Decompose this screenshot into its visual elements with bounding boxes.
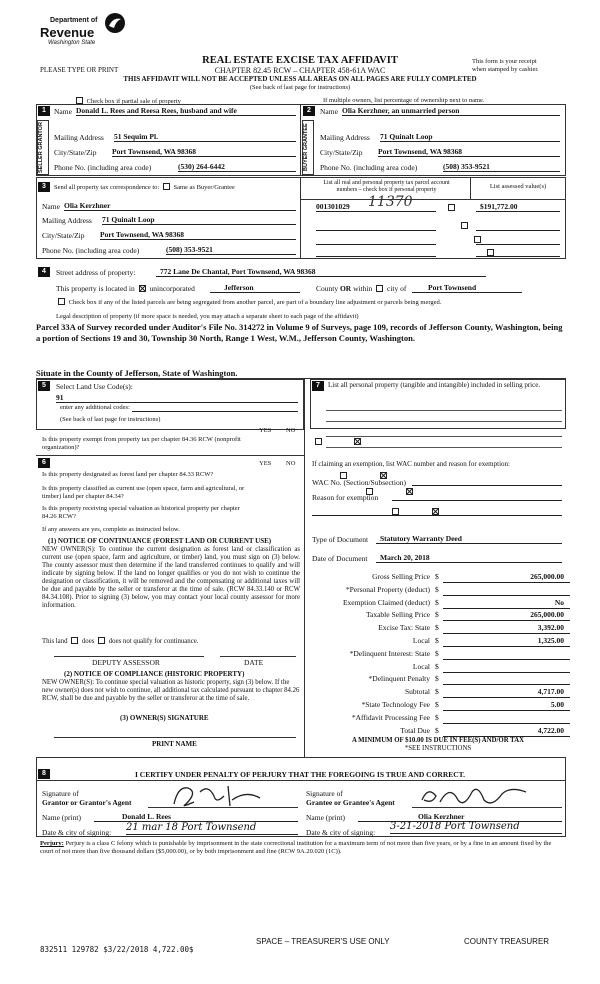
same-as-buyer-checkbox[interactable] [163, 183, 170, 190]
does-label: does [81, 638, 95, 645]
street-label: Street address of property: [56, 268, 136, 277]
tax-row [305, 700, 570, 711]
tax-row-field[interactable] [443, 582, 570, 583]
tax-row [305, 623, 570, 634]
grantor-date-label: Date & city of signing: [42, 828, 112, 837]
legal-label: Legal description of property (if more space is needed, you may attach a separate sheet to each page of the affidavit) [56, 313, 359, 320]
tax-row-currency: $ [435, 661, 439, 671]
s6-no-header: NO [286, 460, 296, 467]
seller-mailing-label: Mailing Address [54, 133, 104, 142]
send-correspondence-label: Send all property tax correspondence to: [54, 184, 160, 191]
grantee-sig-label-1: Signature of [306, 789, 343, 798]
seller-phone[interactable]: (530) 264-6442 [178, 162, 296, 172]
tax-row-field[interactable] [443, 608, 570, 609]
or-label: OR [339, 284, 352, 293]
tax-row-value: 4,717.00 [537, 687, 564, 697]
land-use-label: Select Land Use Code(s): [56, 382, 133, 391]
perjury-note [40, 840, 562, 856]
doc-date-label: Date of Document [312, 554, 368, 563]
doc-type[interactable]: Statutory Warranty Deed [376, 534, 562, 544]
buyer-city-label: City/State/Zip [320, 148, 363, 157]
s5-yes-header: YES [259, 427, 272, 434]
parcel-number-2[interactable] [316, 222, 436, 231]
receipt-note-2: when stamped by cashier. [472, 66, 539, 73]
tax-row-value: 3,392.00 [537, 623, 564, 633]
land-does-checkbox[interactable] [71, 637, 78, 644]
grantee-date-city[interactable]: 3-21-2018 Port Townsend [390, 821, 562, 834]
tax-row [305, 713, 570, 724]
tax-row-currency: $ [435, 623, 439, 633]
buyer-name[interactable]: Olia Kerzhner, an unmarried person [342, 106, 560, 116]
land-does-not-checkbox[interactable] [98, 637, 105, 644]
this-land-label: This land [42, 638, 68, 645]
doc-type-label: Type of Document [312, 535, 369, 544]
minimum-note: A MINIMUM OF $10.00 IS DUE IN FEE(S) AND/OR TAX [351, 737, 525, 744]
form-subtitle: CHAPTER 82.45 RCW – CHAPTER 458-61A WAC [214, 66, 386, 75]
grantee-signature [414, 782, 534, 810]
seller-city-label: City/State/Zip [54, 148, 97, 157]
washington-logo-icon [104, 12, 126, 34]
exempt-question: Is this property exempt from property tax per chapter 84.36 RCW (nonprofit organization)? [42, 436, 241, 451]
s6-yes-header: YES [259, 460, 272, 467]
notice-continuance-text: NEW OWNER(S): To continue the current designation as forest land or classification as current use (open space, farm and agriculture, or timber) land, you must sign on (3) below. The county assessor must then determine if the land transferred continues to qualify and will indicate by signing below. If the land no longer qualifies or you do not wish to continue the designation or classification, it will be removed and the compensating or additional taxes will be due and payable by the seller or transferor at the time of sale. (RCW 84.33.140 or RCW 84.34.108). Prior to signing (3) below, you may contact your local county assessor for more information. [42, 546, 300, 610]
unincorporated-label: unincorporated [149, 284, 195, 293]
tax-row [305, 662, 570, 673]
personal-property-line-4[interactable] [326, 447, 562, 448]
tax-row-currency: $ [435, 584, 439, 594]
tax-row-field[interactable] [443, 633, 570, 634]
tax-row-currency: $ [435, 648, 439, 658]
tax-row [305, 674, 570, 685]
segregated-label: Check box if any of the listed parcels are being segregated from another parcel, are part of a boundary line adjustment or parcels being merged. [68, 299, 442, 306]
parcel-header-1: List all real and personal property tax parcel account [323, 180, 450, 186]
tax-row-value: 265,000.00 [530, 572, 564, 581]
forest-question: Is this property designated as forest land per chapter 84.33 RCW? [42, 471, 214, 478]
personal-property-checkbox-2[interactable] [461, 222, 468, 229]
tax-row [305, 687, 570, 698]
tax-row [305, 726, 570, 737]
grantor-name-print[interactable]: Donald L. Rees [94, 812, 298, 822]
legal-description: Parcel 33A of Survey recorded under Auditor's File No. 314272 in Volume 9 of Surveys, page 109, records of Jefferson County, Washington, being a portion of Sections 19 and 30, Township 30 North, Range 1 West, W.M., Jefferson County, Washington. [36, 322, 563, 344]
please-type: PLEASE TYPE OR PRINT [40, 66, 119, 74]
seller-phone-label: Phone No. (including area code) [54, 163, 152, 172]
deputy-assessor-label: DEPUTY ASSESSOR [92, 658, 160, 667]
tax-row-label: Total Due [400, 725, 430, 735]
corr-mailing-label: Mailing Address [42, 216, 92, 225]
seller-name-label: Name [54, 107, 72, 116]
county-name[interactable]: Jefferson [210, 283, 300, 293]
owner-signature-label: (3) OWNER(S) SIGNATURE [120, 714, 209, 722]
tax-row [305, 598, 570, 609]
tax-row-value: 4,722.00 [537, 725, 564, 735]
buyer-name-label: Name [320, 107, 338, 116]
seller-mailing[interactable]: 51 Sequim Pl. [114, 132, 296, 142]
buyer-phone-label: Phone No. (including area code) [320, 163, 418, 172]
reason-label: Reason for exemption [312, 493, 379, 502]
warning-text: THIS AFFIDAVIT WILL NOT BE ACCEPTED UNLESS ALL AREAS ON ALL PAGES ARE FULLY COMPLETED [123, 75, 477, 83]
logo-line1: Department of [50, 17, 98, 24]
deputy-date-label: DATE [244, 658, 264, 667]
logo-line2: Revenue [40, 25, 95, 40]
corr-city-label: City/State/Zip [42, 231, 85, 240]
tax-row [305, 585, 570, 596]
additional-codes-field[interactable] [132, 404, 298, 412]
grantor-name-label: Name (print) [42, 813, 81, 822]
assessed-value-1[interactable]: $191,772.00 [476, 202, 560, 212]
buyer-city[interactable]: Port Townsend, WA 98368 [378, 147, 560, 157]
exempt-yes-checkbox[interactable] [315, 438, 322, 445]
tax-row-value: 1,325.00 [537, 636, 564, 645]
notice-continuance-title: (1) NOTICE OF CONTINUANCE (FOREST LAND OR CURRENT USE) [48, 537, 272, 545]
tax-row-currency: $ [435, 712, 439, 722]
assessed-header: List assessed value(s) [489, 183, 547, 190]
assessed-value-2[interactable] [476, 222, 560, 231]
seller-name[interactable]: Donald L. Rees and Reesa Rees, husband and wife [76, 106, 296, 116]
section-5-badge: 5 [38, 381, 50, 391]
personal-property-line-3[interactable] [326, 436, 562, 437]
grantee-date-label: Date & city of signing: [306, 828, 376, 837]
buyer-grantee-label: BUYER GRANTEE [302, 120, 314, 175]
tax-row-field[interactable] [443, 672, 570, 673]
personal-property-label: List all personal property (tangible and intangible) included in selling price. [328, 381, 541, 389]
owner-signature-line[interactable] [54, 737, 296, 738]
section-3-badge: 3 [38, 182, 50, 192]
grantor-sig-label-1: Signature of [42, 789, 79, 798]
additional-codes-label: enter any additional codes: [60, 404, 130, 411]
partial-sale-label: Check box if partial sale of property [86, 98, 181, 105]
buyer-mailing-label: Mailing Address [320, 133, 370, 142]
s5-no-header: NO [286, 427, 296, 434]
tax-row-field[interactable] [443, 710, 570, 711]
print-name-label: PRINT NAME [152, 740, 197, 748]
county-or-row [316, 284, 406, 293]
tax-row-field[interactable] [443, 684, 570, 685]
certify-statement: I CERTIFY UNDER PENALTY OF PERJURY THAT THE FOREGOING IS TRUE AND CORRECT. [134, 770, 465, 779]
tax-row-label: *State Technology Fee [361, 700, 430, 709]
notice-compliance-title: (2) NOTICE OF COMPLIANCE (HISTORIC PROPERTY) [64, 670, 245, 678]
tax-row-field[interactable] [443, 646, 570, 647]
tax-row-value: 5.00 [550, 700, 564, 709]
tax-row-value: 265,000.00 [530, 610, 564, 620]
perjury-label: Perjury: [40, 840, 64, 847]
if-yes-note: If any answers are yes, complete as instructed below. [42, 526, 180, 533]
tax-row-value: No [554, 597, 564, 607]
county-treasurer-label: COUNTY TREASURER [464, 937, 550, 946]
land-use-code[interactable]: 91 [56, 393, 298, 403]
buyer-mailing[interactable]: 71 Quinalt Loop [380, 132, 560, 142]
corr-phone-label: Phone No. (including area code) [42, 246, 140, 255]
assessed-value-4[interactable] [476, 250, 560, 257]
seller-city[interactable]: Port Townsend, WA 98368 [112, 147, 296, 157]
tax-row-currency: $ [435, 610, 439, 620]
personal-property-line-1[interactable] [326, 410, 562, 411]
tax-row-label: *Personal Property (deduct) [345, 584, 430, 594]
parcel-number-1[interactable]: 001301029 [316, 202, 436, 212]
assessed-value-3[interactable] [476, 236, 560, 245]
parcel-handwritten: 11370 [368, 194, 413, 210]
tax-row-field[interactable] [443, 595, 570, 596]
situate-line: Situate in the County of Jefferson, State of Washington. [36, 368, 238, 378]
tax-row [305, 636, 570, 647]
exempt-no-checkbox[interactable] [354, 438, 361, 445]
grantee-sig-label-2: Grantee or Grantee's Agent [306, 798, 395, 807]
personal-property-checkbox-1[interactable] [448, 204, 455, 211]
tax-row-label: Local [412, 661, 430, 671]
tax-row-label: Local [412, 636, 430, 645]
parcel-number-3[interactable] [316, 236, 436, 245]
unincorporated-checkbox[interactable] [139, 285, 146, 292]
grantor-signature [168, 780, 268, 810]
deputy-signature-line[interactable] [54, 656, 204, 657]
grantor-sig-label-2: Grantor or Grantor's Agent [42, 798, 132, 807]
wac-field[interactable] [412, 478, 562, 486]
seller-grantor-label: SELLER GRANTOR [37, 120, 49, 175]
treasurer-stamp: 832511 129782 $3/22/2018 4,722.00$ [40, 945, 194, 954]
send-correspondence-row [54, 183, 235, 192]
partial-sale-checkbox[interactable] [76, 97, 83, 104]
tax-row-currency: $ [435, 597, 439, 607]
personal-property-line-2[interactable] [326, 421, 562, 422]
current-use-question: Is this property classified as current use (open space, farm and agricultural, or timber) land per chapter 84.34? [42, 485, 245, 500]
deputy-date-line[interactable] [220, 656, 296, 657]
grantee-name-label: Name (print) [306, 813, 345, 822]
tax-row-currency: $ [435, 700, 439, 709]
tax-row [305, 610, 570, 621]
perjury-text: Perjury is a class C felony which is punishable by imprisonment in the state correctional institution for a maximum term of not more than five years, or by a fine in an amount fixed by the court of not more than five thousand dollars ($5,000.00), or by both imprisonment and fine (RCW 9A.20.020 (1C)). [40, 840, 552, 855]
corr-name[interactable]: Olia Kerzhner [64, 201, 296, 211]
tax-row-currency: $ [435, 687, 439, 697]
tax-row-label: Taxable Selling Price [365, 610, 430, 620]
tax-row-label: Exemption Claimed (deduct) [342, 597, 430, 607]
tax-row-field[interactable] [443, 723, 570, 724]
see-instructions: *SEE INSTRUCTIONS [404, 745, 472, 752]
see-back-note: (See back of last page for instructions) [60, 416, 161, 423]
corr-name-label: Name [42, 202, 60, 211]
corr-mailing[interactable]: 71 Quinalt Loop [102, 215, 296, 225]
logo-line3: Washington State [48, 40, 96, 46]
wac-label: WAC No. (Section/Subsection) [312, 478, 406, 487]
tax-row-field[interactable] [443, 659, 570, 660]
dor-logo [38, 12, 128, 52]
land-qualify-row [42, 637, 198, 646]
grantee-name-print[interactable]: Olia Kerzhner [358, 812, 562, 822]
parcel-header-2: numbers – check box if personal property [336, 187, 437, 193]
tax-row-currency: $ [435, 674, 439, 684]
historic-question: Is this property receiving special valuation as historical property per chapter 84.26 RCW? [42, 505, 240, 520]
notice-compliance-text: NEW OWNER(S): To continue special valuation as historic property, sign (3) below. If the new owner(s) does not wish to continue, all additional tax calculated pursuant to chapter 84.26 RCW, shall be due and payable by the seller or transferor at the time of sale. [42, 679, 300, 703]
tax-row-field[interactable] [443, 697, 570, 698]
tax-row-currency: $ [435, 572, 439, 581]
tax-row-label: *Affidavit Processing Fee [351, 712, 430, 722]
instructions-note: (See back of last page for instructions) [249, 84, 351, 91]
corr-phone[interactable]: (508) 353-9521 [166, 245, 296, 255]
tax-row-label: *Delinquent Interest: State [349, 648, 430, 658]
tax-row-label: *Delinquent Penalty [368, 674, 430, 684]
tax-row-field[interactable] [443, 620, 570, 621]
section-7-badge: 7 [312, 381, 324, 391]
buyer-phone[interactable]: (508) 353-9521 [443, 162, 560, 172]
section-1-badge: 1 [38, 106, 50, 116]
within-city-checkbox[interactable] [376, 285, 383, 292]
form-title: REAL ESTATE EXCISE TAX AFFIDAVIT [202, 55, 398, 66]
section-6-badge: 6 [38, 458, 50, 468]
reason-field-2[interactable] [312, 508, 562, 516]
grantor-date-city[interactable]: 21 mar 18 Port Townsend [126, 822, 298, 835]
section-4-badge: 4 [38, 267, 50, 277]
property-city[interactable]: Port Townsend [412, 283, 522, 293]
tax-row-label: Subtotal [404, 687, 430, 697]
multiple-owners-note: If multiple owners, list percentage of ownership next to name. [323, 97, 485, 104]
tax-row [305, 572, 570, 583]
reason-field-1[interactable] [392, 493, 562, 501]
does-not-label: does not qualify for continuance. [108, 638, 199, 645]
within-label: within [353, 284, 373, 293]
parcel-number-4[interactable] [316, 250, 436, 257]
section-6-box [36, 430, 304, 432]
section-8-badge: 8 [38, 769, 50, 779]
doc-date[interactable]: March 20, 2018 [376, 553, 562, 563]
county-label: County [316, 284, 339, 293]
section-2-badge: 2 [303, 106, 315, 116]
located-row [56, 284, 195, 293]
exemption-label: If claiming an exemption, list WAC number and reason for exemption: [312, 460, 510, 468]
segregated-row [56, 298, 441, 307]
tax-row [305, 649, 570, 660]
located-label: This property is located in [56, 284, 135, 293]
segregated-checkbox[interactable] [58, 298, 65, 305]
street-address[interactable]: 772 Lane De Chantal, Port Townsend, WA 98368 [156, 267, 486, 277]
tax-row-currency: $ [435, 725, 439, 735]
city-of-label: city of [387, 284, 407, 293]
tax-row-label: Excise Tax: State [378, 623, 430, 633]
same-as-buyer-label: Same as Buyer/Grantee [173, 184, 235, 191]
tax-row-currency: $ [435, 636, 439, 645]
tax-row-label: Gross Selling Price [372, 572, 430, 581]
corr-city[interactable]: Port Townsend, WA 98368 [100, 230, 296, 240]
treasurer-space-label: SPACE – TREASURER'S USE ONLY [256, 937, 390, 946]
receipt-note-1: This form is your receipt [472, 58, 537, 65]
